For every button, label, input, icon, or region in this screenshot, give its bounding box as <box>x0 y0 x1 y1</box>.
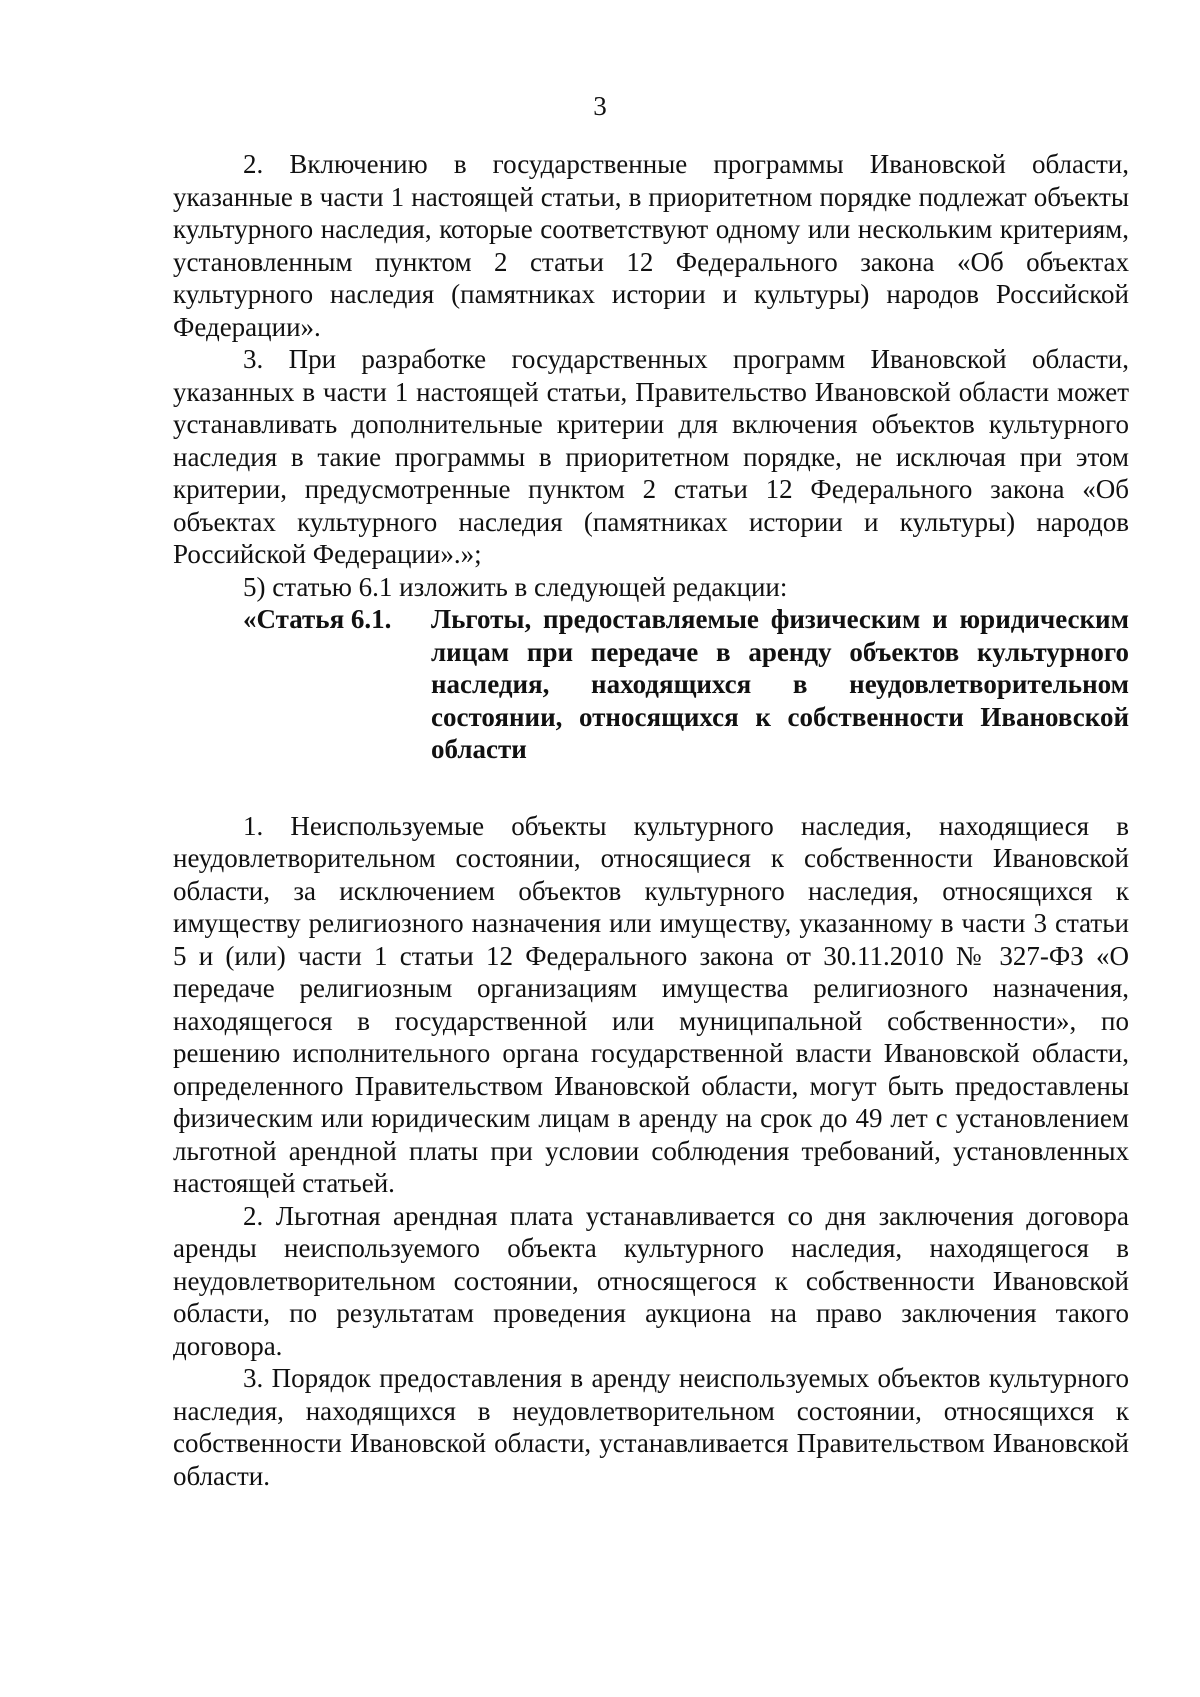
article-label: «Статья 6.1. <box>243 604 392 634</box>
spacer <box>173 766 1129 810</box>
document-body <box>173 148 1129 1492</box>
article-title: Льготы, предоставляемые физическим и юридическим лицам при передаче в аренду объектов культурного наследия, находящихся в неудовлетворительном состоянии, относящихся к собственности Ивановской области <box>431 604 1129 764</box>
paragraph-2: 2. Включению в государственные программы Ивановской области, указанные в части 1 настоящей статьи, в приоритетном порядке подлежат объекты культурного наследия, которые соответствуют одному или нескольким критериям, установленным пунктом 2 статьи 12 Федерального закона «Об объектах культурного наследия (памятниках истории и культуры) народов Российской Федерации». <box>173 149 1129 342</box>
article-heading <box>173 603 1129 766</box>
article-paragraph-2: 2. Льготная арендная плата устанавливается со дня заключения договора аренды неиспользуемого объекта культурного наследия, находящегося в неудовлетворительном состоянии, относящегося к собственности Ивановской области, по результатам проведения аукциона на право заключения такого договора. <box>173 1200 1129 1361</box>
article-paragraph-3: 3. Порядок предоставления в аренду неиспользуемых объектов культурного наследия, находящихся в неудовлетворительном состоянии, относящихся к собственности Ивановской области, устанавливается Правительством Ивановской области. <box>173 1363 1129 1491</box>
paragraph-3: 3. При разработке государственных программ Ивановской области, указанных в части 1 настоящей статьи, Правительство Ивановской области может устанавливать дополнительные критерии для включения объектов культурного наследия в такие программы в приоритетном порядке, не исключая при этом критерии, предусмотренные пунктом 2 статьи 12 Федерального закона «Об объектах культурного наследия (памятниках истории и культуры) народов Российской Федерации».»; <box>173 344 1129 569</box>
amendment-item-5: 5) статью 6.1 изложить в следующей редакции: <box>243 571 788 602</box>
article-paragraph-1: 1. Неиспользуемые объекты культурного наследия, находящиеся в неудовлетворительном состоянии, относящиеся к собственности Ивановской области, за исключением объектов культурного наследия, относящихся к имуществу религиозного назначения или имуществу, указанному в части 3 статьи 5 и (или) части 1 статьи 12 Федерального закона от 30.11.2010 № 327-ФЗ «О передаче религиозным организациям имущества религиозного назначения, находящегося в государственной или муниципальной собственности», по решению исполнительного органа государственной власти Ивановской области, определенного Правительством Ивановской области, могут быть предоставлены физическим или юридическим лицам в аренду на срок до 49 лет с установлением льготной арендной платы при условии соблюдения требований, установленных настоящей статьей. <box>173 810 1129 1198</box>
page-number: 3 <box>593 91 607 121</box>
